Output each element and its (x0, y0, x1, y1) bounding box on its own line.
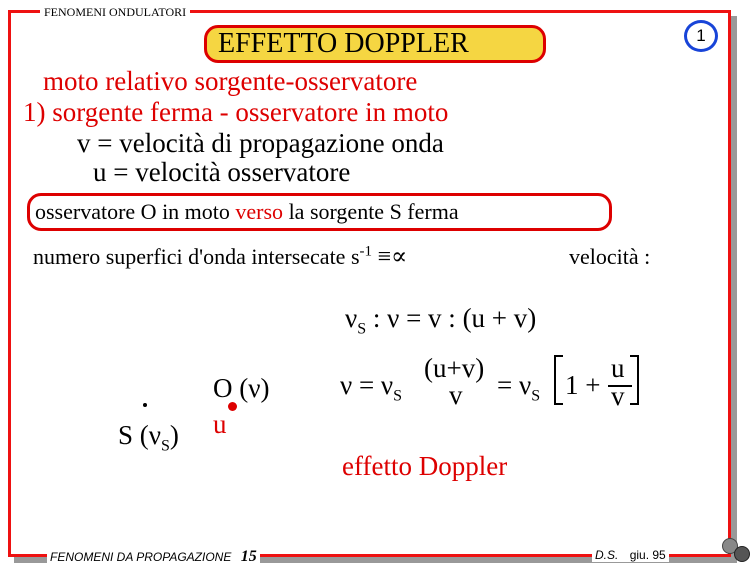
nav-circle-secondary-icon[interactable] (734, 546, 750, 562)
fraction-2-denominator: v (611, 381, 625, 411)
velocity-label: velocità : (569, 244, 651, 269)
intro-line-1: moto relativo sorgente-osservatore (43, 66, 418, 96)
observer-text-a: osservatore O in moto (35, 199, 230, 224)
source-point (143, 403, 147, 407)
formula-sub-2: S (531, 387, 541, 405)
section-label: FENOMENI ONDULATORI (40, 5, 190, 20)
formula-one-plus: 1 + (565, 370, 601, 400)
proportion-sub: S (357, 320, 367, 338)
observer-sentence (35, 199, 459, 225)
formula-lhs (340, 370, 402, 405)
proportion-nu: ν (345, 303, 358, 333)
conclusion-text: effetto Doppler (342, 451, 508, 481)
source-label-b: ) (169, 420, 179, 450)
left-bracket (554, 355, 563, 405)
intro-line-3: v = velocità di propagazione onda (77, 128, 444, 158)
formula-nu-2: = ν (497, 370, 532, 400)
surfaces-exponent: -1 (359, 243, 373, 260)
proportion-equation (345, 303, 536, 338)
fraction-1-numerator: (u+v) (424, 353, 485, 383)
footer-right (592, 548, 669, 562)
observer-text-b: la sorgente S ferma (288, 199, 459, 224)
fraction-1-denominator: v (449, 380, 463, 410)
intro-line-2: 1) sorgente ferma - osservatore in moto (23, 97, 449, 127)
fraction-2-numerator: u (611, 353, 625, 383)
proportional-symbol: ≡∝ (377, 244, 408, 270)
source-label-a: S (ν (118, 420, 161, 450)
slide-title: EFFETTO DOPPLER (218, 28, 469, 59)
surfaces-text: numero superfici d'onda intersecate s (33, 244, 360, 269)
footer-author: D.S. (595, 548, 619, 562)
formula-sub-1: S (393, 387, 403, 405)
footer-left-label: FENOMENI DA PROPAGAZIONE (50, 550, 232, 564)
right-bracket (630, 355, 639, 405)
surfaces-sentence (33, 242, 407, 271)
footer-left (47, 548, 260, 566)
page-number-badge: 1 (684, 20, 718, 52)
frame-shadow-right (731, 16, 737, 561)
source-label-sub: S (160, 437, 170, 455)
source-label (118, 420, 179, 455)
observer-text-verso: verso (235, 199, 284, 224)
footer-number: 15 (240, 548, 257, 565)
formula-eq2 (497, 370, 540, 405)
observer-label: O (ν) (213, 373, 270, 403)
proportion-rest: : ν = v : (u + v) (372, 303, 537, 333)
footer-date: giu. 95 (629, 548, 666, 562)
observer-velocity-label: u (213, 409, 227, 439)
intro-line-4: u = velocità osservatore (93, 157, 351, 187)
formula-nu: ν = ν (340, 370, 394, 400)
